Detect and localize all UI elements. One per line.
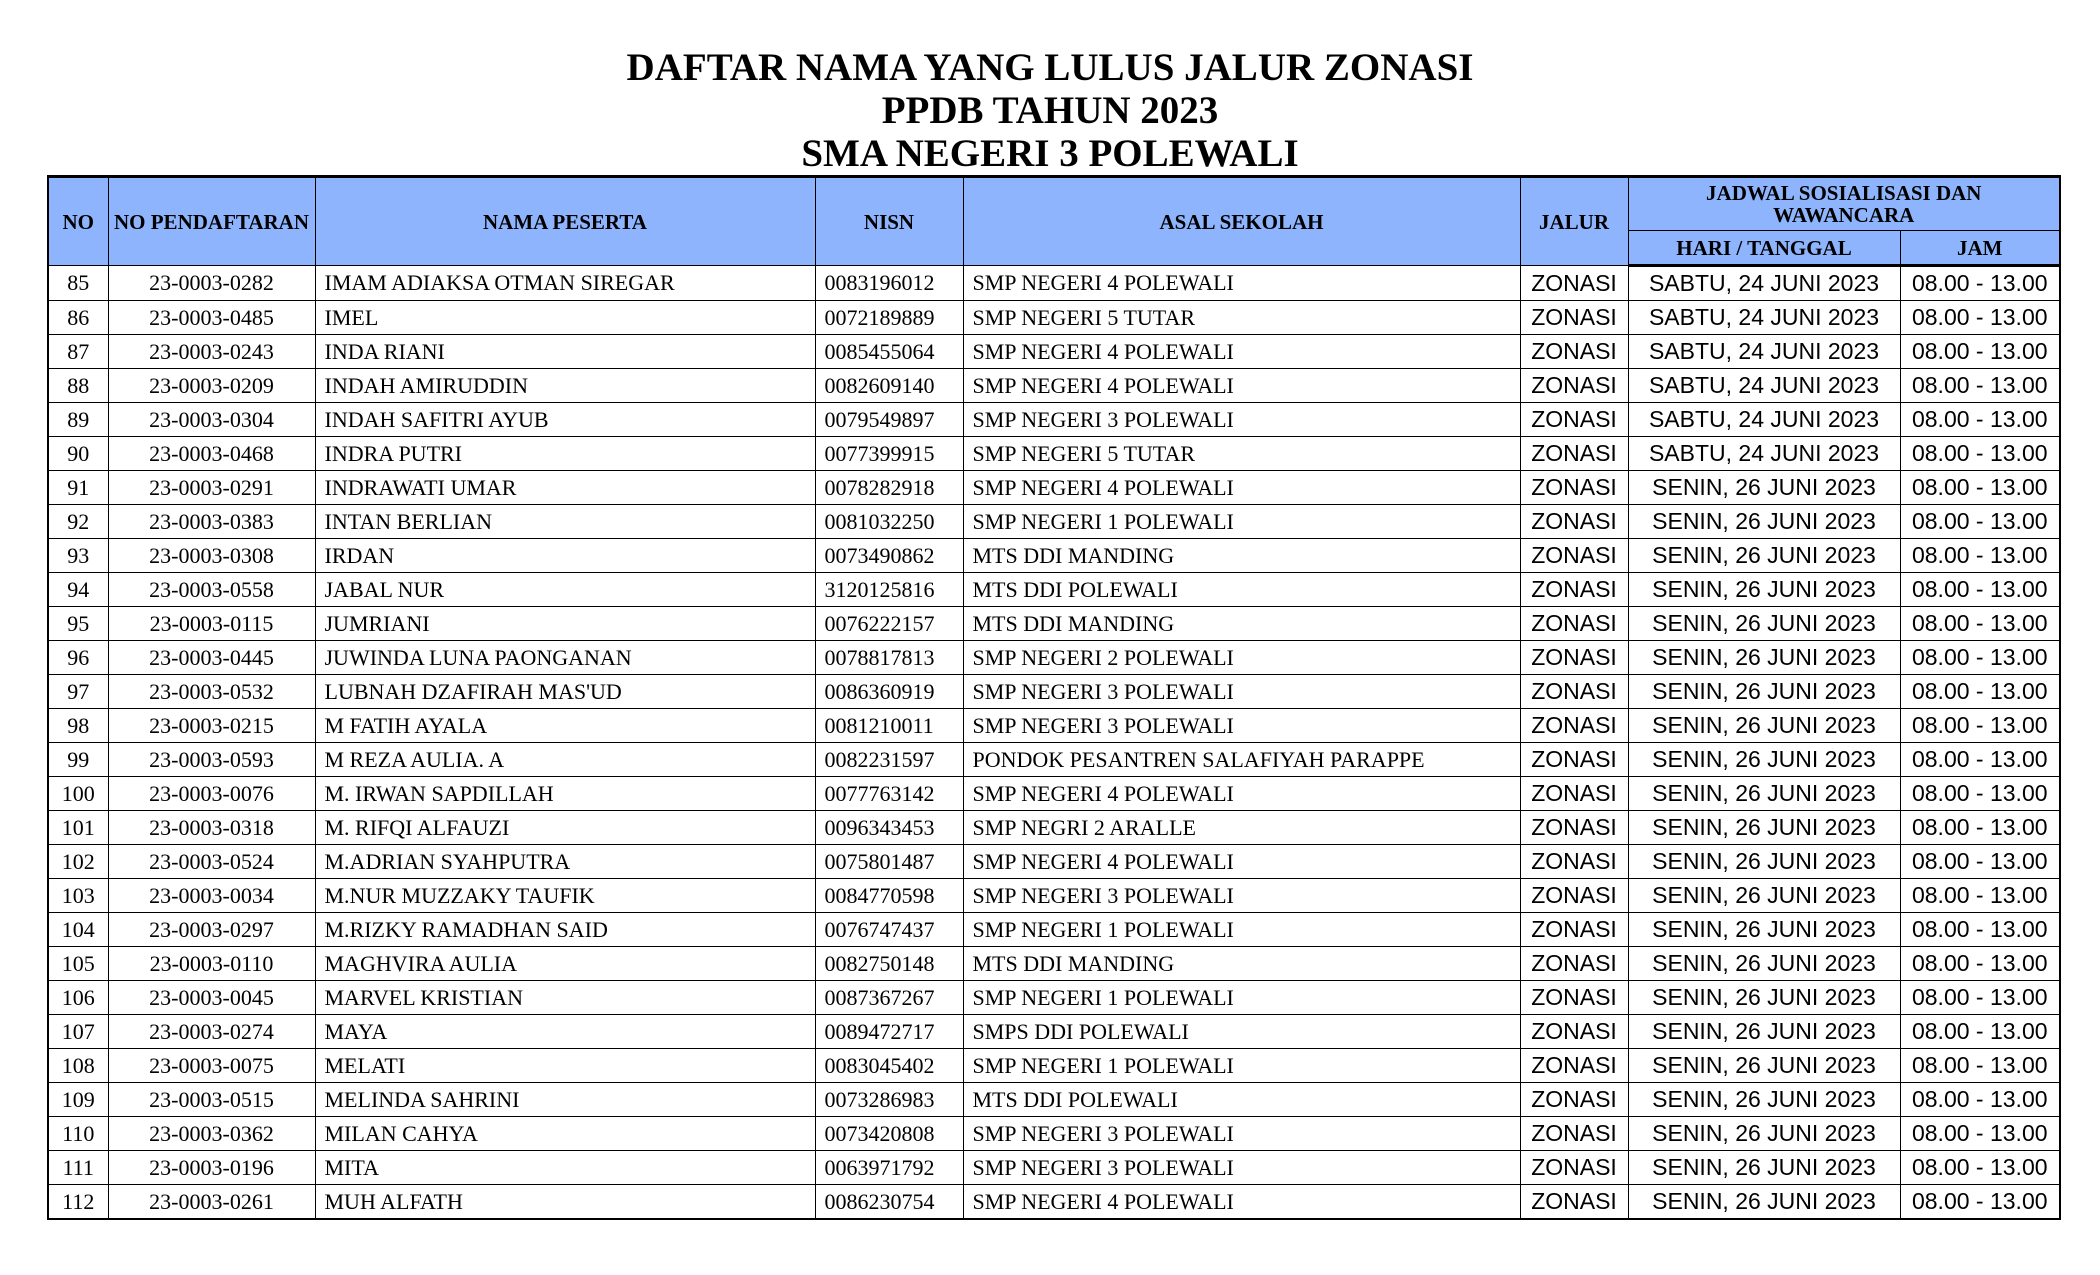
registration-number-cell: 23-0003-0308	[108, 539, 315, 573]
participant-name-cell: M.NUR MUZZAKY TAUFIK	[315, 879, 815, 913]
participant-name-cell: MELATI	[315, 1049, 815, 1083]
header-nama-peserta: NAMA PESERTA	[315, 177, 815, 266]
nisn-cell: 0081210011	[815, 709, 963, 743]
nisn-cell: 0077399915	[815, 437, 963, 471]
registration-number-cell: 23-0003-0593	[108, 743, 315, 777]
schedule-day-cell: SENIN, 26 JUNI 2023	[1628, 1049, 1900, 1083]
row-number-cell: 95	[48, 607, 108, 641]
nisn-cell: 0082609140	[815, 369, 963, 403]
schedule-time-cell: 08.00 - 13.00	[1900, 369, 2060, 403]
row-number-cell: 111	[48, 1151, 108, 1185]
schedule-time-cell: 08.00 - 13.00	[1900, 709, 2060, 743]
table-row	[48, 266, 2060, 301]
schedule-day-cell: SENIN, 26 JUNI 2023	[1628, 1151, 1900, 1185]
row-number-cell: 88	[48, 369, 108, 403]
row-number-cell: 92	[48, 505, 108, 539]
participant-name-cell: IMAM ADIAKSA OTMAN SIREGAR	[315, 266, 815, 301]
schedule-day-cell: SENIN, 26 JUNI 2023	[1628, 845, 1900, 879]
schedule-day-cell: SENIN, 26 JUNI 2023	[1628, 1185, 1900, 1220]
admission-path-cell: ZONASI	[1520, 607, 1628, 641]
nisn-cell: 0086230754	[815, 1185, 963, 1220]
participant-name-cell: INTAN BERLIAN	[315, 505, 815, 539]
table-row	[48, 369, 2060, 403]
participant-name-cell: INDAH SAFITRI AYUB	[315, 403, 815, 437]
table-row	[48, 709, 2060, 743]
participant-name-cell: M FATIH AYALA	[315, 709, 815, 743]
participant-name-cell: MARVEL KRISTIAN	[315, 981, 815, 1015]
origin-school-cell: SMP NEGERI 3 POLEWALI	[963, 403, 1520, 437]
table-row	[48, 403, 2060, 437]
schedule-day-cell: SENIN, 26 JUNI 2023	[1628, 539, 1900, 573]
origin-school-cell: SMP NEGERI 1 POLEWALI	[963, 1049, 1520, 1083]
row-number-cell: 87	[48, 335, 108, 369]
table-row	[48, 301, 2060, 335]
schedule-time-cell: 08.00 - 13.00	[1900, 1151, 2060, 1185]
participant-name-cell: M. RIFQI ALFAUZI	[315, 811, 815, 845]
schedule-day-cell: SENIN, 26 JUNI 2023	[1628, 913, 1900, 947]
schedule-day-cell: SENIN, 26 JUNI 2023	[1628, 811, 1900, 845]
nisn-cell: 0082750148	[815, 947, 963, 981]
participant-name-cell: INDRA PUTRI	[315, 437, 815, 471]
table-row	[48, 777, 2060, 811]
row-number-cell: 112	[48, 1185, 108, 1220]
table-row	[48, 641, 2060, 675]
admission-path-cell: ZONASI	[1520, 505, 1628, 539]
row-number-cell: 93	[48, 539, 108, 573]
nisn-cell: 0079549897	[815, 403, 963, 437]
registration-number-cell: 23-0003-0445	[108, 641, 315, 675]
registration-number-cell: 23-0003-0045	[108, 981, 315, 1015]
participant-name-cell: JUMRIANI	[315, 607, 815, 641]
table-row	[48, 1049, 2060, 1083]
nisn-cell: 0089472717	[815, 1015, 963, 1049]
row-number-cell: 85	[48, 266, 108, 301]
schedule-day-cell: SABTU, 24 JUNI 2023	[1628, 301, 1900, 335]
schedule-day-cell: SENIN, 26 JUNI 2023	[1628, 879, 1900, 913]
origin-school-cell: SMPS DDI POLEWALI	[963, 1015, 1520, 1049]
participant-name-cell: LUBNAH DZAFIRAH MAS'UD	[315, 675, 815, 709]
registration-number-cell: 23-0003-0468	[108, 437, 315, 471]
row-number-cell: 101	[48, 811, 108, 845]
table-row	[48, 471, 2060, 505]
schedule-day-cell: SENIN, 26 JUNI 2023	[1628, 777, 1900, 811]
nisn-cell: 0081032250	[815, 505, 963, 539]
origin-school-cell: SMP NEGERI 3 POLEWALI	[963, 675, 1520, 709]
registration-number-cell: 23-0003-0362	[108, 1117, 315, 1151]
origin-school-cell: SMP NEGERI 4 POLEWALI	[963, 777, 1520, 811]
registration-number-cell: 23-0003-0215	[108, 709, 315, 743]
nisn-cell: 0075801487	[815, 845, 963, 879]
registration-number-cell: 23-0003-0274	[108, 1015, 315, 1049]
admission-path-cell: ZONASI	[1520, 301, 1628, 335]
schedule-time-cell: 08.00 - 13.00	[1900, 811, 2060, 845]
schedule-time-cell: 08.00 - 13.00	[1900, 1049, 2060, 1083]
schedule-day-cell: SENIN, 26 JUNI 2023	[1628, 743, 1900, 777]
row-number-cell: 107	[48, 1015, 108, 1049]
origin-school-cell: SMP NEGRI 2 ARALLE	[963, 811, 1520, 845]
participant-name-cell: JUWINDA LUNA PAONGANAN	[315, 641, 815, 675]
row-number-cell: 109	[48, 1083, 108, 1117]
origin-school-cell: MTS DDI POLEWALI	[963, 573, 1520, 607]
participant-name-cell: M. IRWAN SAPDILLAH	[315, 777, 815, 811]
origin-school-cell: SMP NEGERI 1 POLEWALI	[963, 913, 1520, 947]
row-number-cell: 99	[48, 743, 108, 777]
registration-number-cell: 23-0003-0524	[108, 845, 315, 879]
schedule-time-cell: 08.00 - 13.00	[1900, 1185, 2060, 1220]
schedule-day-cell: SENIN, 26 JUNI 2023	[1628, 471, 1900, 505]
admission-path-cell: ZONASI	[1520, 335, 1628, 369]
row-number-cell: 86	[48, 301, 108, 335]
origin-school-cell: SMP NEGERI 3 POLEWALI	[963, 1151, 1520, 1185]
participant-name-cell: M.RIZKY RAMADHAN SAID	[315, 913, 815, 947]
table-row	[48, 947, 2060, 981]
nisn-cell: 0096343453	[815, 811, 963, 845]
participant-name-cell: INDAH AMIRUDDIN	[315, 369, 815, 403]
table-row	[48, 845, 2060, 879]
origin-school-cell: MTS DDI POLEWALI	[963, 1083, 1520, 1117]
admission-path-cell: ZONASI	[1520, 947, 1628, 981]
schedule-day-cell: SENIN, 26 JUNI 2023	[1628, 641, 1900, 675]
table-row	[48, 743, 2060, 777]
nisn-cell: 0087367267	[815, 981, 963, 1015]
schedule-day-cell: SENIN, 26 JUNI 2023	[1628, 607, 1900, 641]
registration-number-cell: 23-0003-0075	[108, 1049, 315, 1083]
row-number-cell: 96	[48, 641, 108, 675]
schedule-day-cell: SABTU, 24 JUNI 2023	[1628, 369, 1900, 403]
origin-school-cell: SMP NEGERI 5 TUTAR	[963, 437, 1520, 471]
origin-school-cell: SMP NEGERI 4 POLEWALI	[963, 1185, 1520, 1220]
header-asal-sekolah: ASAL SEKOLAH	[963, 177, 1520, 266]
row-number-cell: 98	[48, 709, 108, 743]
schedule-day-cell: SENIN, 26 JUNI 2023	[1628, 1083, 1900, 1117]
header-jam: JAM	[1900, 231, 2060, 266]
table-row	[48, 981, 2060, 1015]
header-hari-tanggal: HARI / TANGGAL	[1628, 231, 1900, 266]
header-jadwal: JADWAL SOSIALISASI DAN WAWANCARA	[1628, 177, 2060, 231]
origin-school-cell: SMP NEGERI 4 POLEWALI	[963, 369, 1520, 403]
admission-path-cell: ZONASI	[1520, 1185, 1628, 1220]
row-number-cell: 106	[48, 981, 108, 1015]
row-number-cell: 89	[48, 403, 108, 437]
participant-name-cell: MUH ALFATH	[315, 1185, 815, 1220]
nisn-cell: 0083196012	[815, 266, 963, 301]
origin-school-cell: MTS DDI MANDING	[963, 947, 1520, 981]
nisn-cell: 0085455064	[815, 335, 963, 369]
registration-number-cell: 23-0003-0076	[108, 777, 315, 811]
schedule-time-cell: 08.00 - 13.00	[1900, 845, 2060, 879]
schedule-time-cell: 08.00 - 13.00	[1900, 266, 2060, 301]
table-row	[48, 1015, 2060, 1049]
registration-number-cell: 23-0003-0291	[108, 471, 315, 505]
schedule-day-cell: SENIN, 26 JUNI 2023	[1628, 981, 1900, 1015]
nisn-cell: 0082231597	[815, 743, 963, 777]
row-number-cell: 102	[48, 845, 108, 879]
admission-path-cell: ZONASI	[1520, 471, 1628, 505]
admission-path-cell: ZONASI	[1520, 1049, 1628, 1083]
nisn-cell: 0076747437	[815, 913, 963, 947]
schedule-time-cell: 08.00 - 13.00	[1900, 335, 2060, 369]
admission-path-cell: ZONASI	[1520, 709, 1628, 743]
participant-name-cell: IRDAN	[315, 539, 815, 573]
schedule-time-cell: 08.00 - 13.00	[1900, 947, 2060, 981]
admission-path-cell: ZONASI	[1520, 1117, 1628, 1151]
nisn-cell: 0078817813	[815, 641, 963, 675]
row-number-cell: 100	[48, 777, 108, 811]
schedule-day-cell: SENIN, 26 JUNI 2023	[1628, 573, 1900, 607]
registration-number-cell: 23-0003-0282	[108, 266, 315, 301]
row-number-cell: 103	[48, 879, 108, 913]
table-row	[48, 675, 2060, 709]
schedule-time-cell: 08.00 - 13.00	[1900, 539, 2060, 573]
schedule-time-cell: 08.00 - 13.00	[1900, 743, 2060, 777]
schedule-time-cell: 08.00 - 13.00	[1900, 437, 2060, 471]
registration-number-cell: 23-0003-0034	[108, 879, 315, 913]
nisn-cell: 0073420808	[815, 1117, 963, 1151]
registration-number-cell: 23-0003-0558	[108, 573, 315, 607]
nisn-cell: 0083045402	[815, 1049, 963, 1083]
origin-school-cell: SMP NEGERI 4 POLEWALI	[963, 335, 1520, 369]
header-nisn: NISN	[815, 177, 963, 266]
admission-path-cell: ZONASI	[1520, 1151, 1628, 1185]
schedule-time-cell: 08.00 - 13.00	[1900, 1117, 2060, 1151]
table-row	[48, 913, 2060, 947]
admission-path-cell: ZONASI	[1520, 641, 1628, 675]
origin-school-cell: SMP NEGERI 3 POLEWALI	[963, 709, 1520, 743]
table-row	[48, 437, 2060, 471]
table-header	[48, 177, 2060, 266]
participant-name-cell: MAGHVIRA AULIA	[315, 947, 815, 981]
registration-number-cell: 23-0003-0515	[108, 1083, 315, 1117]
table-row	[48, 1117, 2060, 1151]
nisn-cell: 0072189889	[815, 301, 963, 335]
schedule-day-cell: SABTU, 24 JUNI 2023	[1628, 266, 1900, 301]
schedule-time-cell: 08.00 - 13.00	[1900, 505, 2060, 539]
admission-path-cell: ZONASI	[1520, 403, 1628, 437]
schedule-day-cell: SENIN, 26 JUNI 2023	[1628, 1117, 1900, 1151]
table-row	[48, 335, 2060, 369]
row-number-cell: 108	[48, 1049, 108, 1083]
participant-name-cell: IMEL	[315, 301, 815, 335]
admission-path-cell: ZONASI	[1520, 1083, 1628, 1117]
document-subtitle-school: SMA NEGERI 3 POLEWALI	[801, 132, 1299, 175]
row-number-cell: 91	[48, 471, 108, 505]
origin-school-cell: SMP NEGERI 5 TUTAR	[963, 301, 1520, 335]
admission-path-cell: ZONASI	[1520, 777, 1628, 811]
admission-path-cell: ZONASI	[1520, 845, 1628, 879]
registration-number-cell: 23-0003-0485	[108, 301, 315, 335]
schedule-day-cell: SENIN, 26 JUNI 2023	[1628, 1015, 1900, 1049]
nisn-cell: 0077763142	[815, 777, 963, 811]
table-row	[48, 1151, 2060, 1185]
header-no: NO	[48, 177, 108, 266]
admission-path-cell: ZONASI	[1520, 879, 1628, 913]
row-number-cell: 97	[48, 675, 108, 709]
table-row	[48, 811, 2060, 845]
schedule-time-cell: 08.00 - 13.00	[1900, 471, 2060, 505]
admission-path-cell: ZONASI	[1520, 1015, 1628, 1049]
table-row	[48, 505, 2060, 539]
header-jalur: JALUR	[1520, 177, 1628, 266]
table-row	[48, 1083, 2060, 1117]
participant-name-cell: MITA	[315, 1151, 815, 1185]
origin-school-cell: SMP NEGERI 4 POLEWALI	[963, 845, 1520, 879]
table-row	[48, 539, 2060, 573]
origin-school-cell: SMP NEGERI 2 POLEWALI	[963, 641, 1520, 675]
table-row	[48, 879, 2060, 913]
schedule-day-cell: SENIN, 26 JUNI 2023	[1628, 709, 1900, 743]
schedule-time-cell: 08.00 - 13.00	[1900, 913, 2060, 947]
nisn-cell: 0084770598	[815, 879, 963, 913]
table-row	[48, 573, 2060, 607]
schedule-day-cell: SENIN, 26 JUNI 2023	[1628, 675, 1900, 709]
participant-name-cell: MILAN CAHYA	[315, 1117, 815, 1151]
schedule-day-cell: SENIN, 26 JUNI 2023	[1628, 505, 1900, 539]
schedule-time-cell: 08.00 - 13.00	[1900, 879, 2060, 913]
table-row	[48, 607, 2060, 641]
nisn-cell: 0073490862	[815, 539, 963, 573]
schedule-time-cell: 08.00 - 13.00	[1900, 573, 2060, 607]
row-number-cell: 90	[48, 437, 108, 471]
row-number-cell: 110	[48, 1117, 108, 1151]
admission-path-cell: ZONASI	[1520, 981, 1628, 1015]
row-number-cell: 105	[48, 947, 108, 981]
admission-path-cell: ZONASI	[1520, 811, 1628, 845]
schedule-time-cell: 08.00 - 13.00	[1900, 301, 2060, 335]
document-subtitle-year: PPDB TAHUN 2023	[881, 89, 1219, 132]
origin-school-cell: SMP NEGERI 4 POLEWALI	[963, 266, 1520, 301]
origin-school-cell: SMP NEGERI 3 POLEWALI	[963, 879, 1520, 913]
registration-number-cell: 23-0003-0243	[108, 335, 315, 369]
schedule-time-cell: 08.00 - 13.00	[1900, 1015, 2060, 1049]
registration-number-cell: 23-0003-0261	[108, 1185, 315, 1220]
nisn-cell: 0073286983	[815, 1083, 963, 1117]
header-no-pendaftaran: NO PENDAFTARAN	[108, 177, 315, 266]
schedule-time-cell: 08.00 - 13.00	[1900, 981, 2060, 1015]
nisn-cell: 0078282918	[815, 471, 963, 505]
nisn-cell: 0076222157	[815, 607, 963, 641]
origin-school-cell: SMP NEGERI 1 POLEWALI	[963, 505, 1520, 539]
admission-path-cell: ZONASI	[1520, 437, 1628, 471]
participant-name-cell: JABAL NUR	[315, 573, 815, 607]
registration-number-cell: 23-0003-0115	[108, 607, 315, 641]
nisn-cell: 0086360919	[815, 675, 963, 709]
schedule-day-cell: SABTU, 24 JUNI 2023	[1628, 335, 1900, 369]
row-number-cell: 94	[48, 573, 108, 607]
participant-name-cell: MELINDA SAHRINI	[315, 1083, 815, 1117]
participant-name-cell: INDRAWATI UMAR	[315, 471, 815, 505]
registration-number-cell: 23-0003-0383	[108, 505, 315, 539]
admission-path-cell: ZONASI	[1520, 539, 1628, 573]
registration-number-cell: 23-0003-0196	[108, 1151, 315, 1185]
schedule-time-cell: 08.00 - 13.00	[1900, 641, 2060, 675]
schedule-day-cell: SABTU, 24 JUNI 2023	[1628, 437, 1900, 471]
admission-path-cell: ZONASI	[1520, 913, 1628, 947]
table-body	[48, 266, 2060, 1220]
admission-path-cell: ZONASI	[1520, 266, 1628, 301]
row-number-cell: 104	[48, 913, 108, 947]
origin-school-cell: MTS DDI MANDING	[963, 539, 1520, 573]
participant-name-cell: INDA RIANI	[315, 335, 815, 369]
schedule-time-cell: 08.00 - 13.00	[1900, 675, 2060, 709]
admission-path-cell: ZONASI	[1520, 675, 1628, 709]
origin-school-cell: SMP NEGERI 3 POLEWALI	[963, 1117, 1520, 1151]
registration-number-cell: 23-0003-0297	[108, 913, 315, 947]
registration-number-cell: 23-0003-0209	[108, 369, 315, 403]
schedule-day-cell: SABTU, 24 JUNI 2023	[1628, 403, 1900, 437]
table-row	[48, 1185, 2060, 1220]
schedule-day-cell: SENIN, 26 JUNI 2023	[1628, 947, 1900, 981]
nisn-cell: 0063971792	[815, 1151, 963, 1185]
origin-school-cell: SMP NEGERI 4 POLEWALI	[963, 471, 1520, 505]
registration-number-cell: 23-0003-0304	[108, 403, 315, 437]
origin-school-cell: PONDOK PESANTREN SALAFIYAH PARAPPE	[963, 743, 1520, 777]
schedule-time-cell: 08.00 - 13.00	[1900, 607, 2060, 641]
registration-number-cell: 23-0003-0532	[108, 675, 315, 709]
nisn-cell: 3120125816	[815, 573, 963, 607]
registration-number-cell: 23-0003-0318	[108, 811, 315, 845]
participants-table	[47, 175, 2061, 1220]
registration-number-cell: 23-0003-0110	[108, 947, 315, 981]
origin-school-cell: SMP NEGERI 1 POLEWALI	[963, 981, 1520, 1015]
schedule-time-cell: 08.00 - 13.00	[1900, 403, 2060, 437]
admission-path-cell: ZONASI	[1520, 369, 1628, 403]
schedule-time-cell: 08.00 - 13.00	[1900, 777, 2060, 811]
admission-path-cell: ZONASI	[1520, 573, 1628, 607]
document-title: DAFTAR NAMA YANG LULUS JALUR ZONASI	[626, 46, 1474, 89]
admission-path-cell: ZONASI	[1520, 743, 1628, 777]
participant-name-cell: MAYA	[315, 1015, 815, 1049]
schedule-time-cell: 08.00 - 13.00	[1900, 1083, 2060, 1117]
participant-name-cell: M REZA AULIA. A	[315, 743, 815, 777]
origin-school-cell: MTS DDI MANDING	[963, 607, 1520, 641]
participant-name-cell: M.ADRIAN SYAHPUTRA	[315, 845, 815, 879]
